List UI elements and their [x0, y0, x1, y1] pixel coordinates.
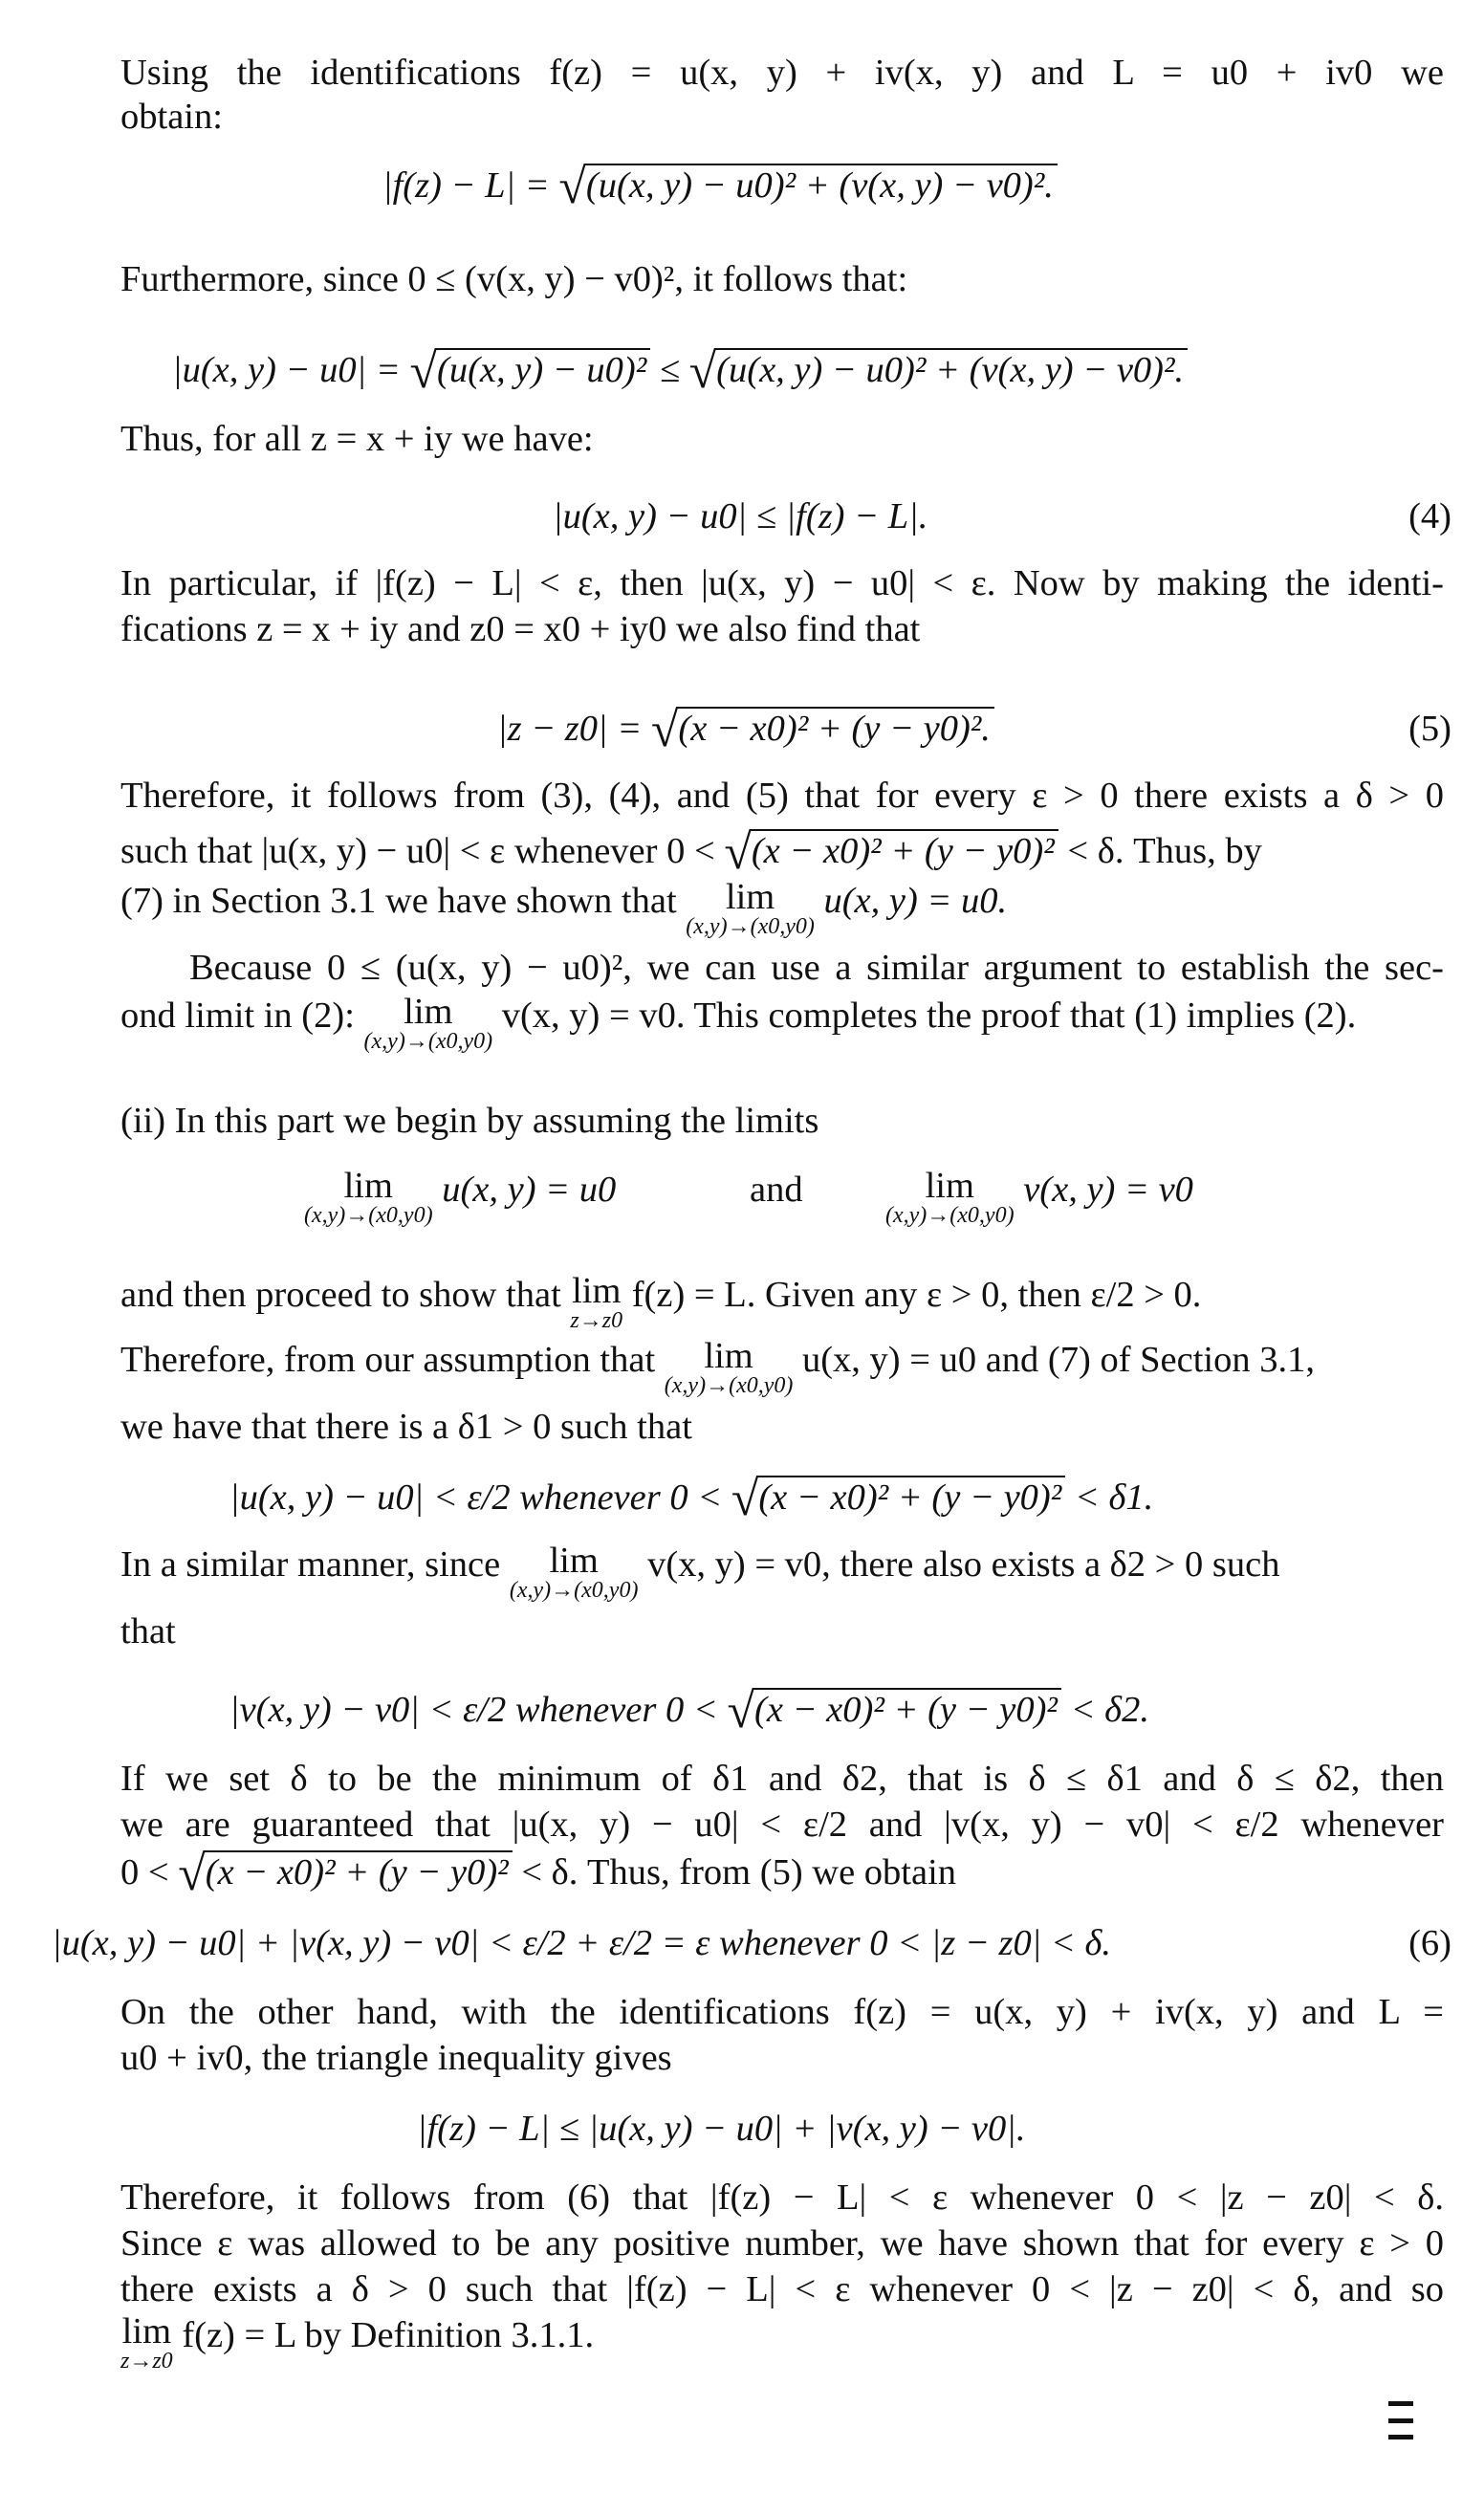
equation-delta2 — [229, 1684, 1149, 1739]
text-run: ond limit in (2): — [120, 995, 364, 1036]
lim-word: lim — [121, 2311, 172, 2352]
limit-operator — [120, 2312, 173, 2372]
paragraph-line: there exists a δ > 0 such that |f(z) − L| < ε whenever 0 < |z − z0| < δ, and so — [120, 2269, 1444, 2309]
lim-word: lim — [404, 992, 453, 1032]
end-mark-bar — [1388, 2435, 1413, 2439]
lim-word: lim — [704, 1336, 753, 1376]
lim-subscript: (x,y)→(x0,y0) — [363, 1029, 493, 1054]
lim-word: lim — [343, 1166, 393, 1206]
equation-number: (6) — [1408, 1923, 1451, 1963]
paragraph-line: we are guaranteed that |u(x, y) − u0| < ε/2 and |v(x, y) − v0| < ε/2 whenever — [120, 1805, 1444, 1845]
text-run: f(z) = L. Given any ε > 0, then ε/2 > 0. — [622, 1275, 1202, 1315]
paragraph-line: that — [120, 1611, 176, 1652]
sqrt-symbol: √ — [178, 1847, 206, 1901]
equation-limits-assumed — [304, 1167, 616, 1226]
leq-symbol: ≤ — [650, 350, 689, 390]
text-run: and then proceed to show that — [120, 1275, 571, 1315]
equation-limits-assumed — [885, 1167, 1193, 1226]
lim-subscript: (x,y)→(x0,y0) — [686, 914, 815, 939]
limit-operator — [570, 1272, 622, 1331]
text-run: u(x, y) = u0. — [814, 881, 1008, 921]
limit-operator — [304, 1167, 433, 1226]
sqrt-symbol: √ — [727, 1684, 755, 1739]
text-run: |v(x, y) − v0| < ε/2 whenever 0 < — [229, 1690, 728, 1730]
equation-number: (4) — [1408, 496, 1451, 536]
text-run: (7) in Section 3.1 we have shown that — [120, 881, 687, 921]
paragraph-line: In particular, if |f(z) − L| < ε, then |u(x, y) − u0| < ε. Now by making the identi- — [120, 563, 1444, 603]
lim-word: lim — [725, 877, 775, 917]
radicand: (x − x0)² + (y − y0)² — [204, 1850, 513, 1892]
text-run: 0 < — [120, 1852, 179, 1892]
equation-triangle: |f(z) − L| ≤ |u(x, y) − u0| + |v(x, y) − v0|. — [417, 2109, 1026, 2149]
text-run: v(x, y) = v0. This completes the proof that (1) implies (2). — [492, 995, 1357, 1036]
sqrt-symbol: √ — [409, 344, 437, 399]
text-run: |u(x, y) − u0| < ε/2 whenever 0 < — [229, 1477, 731, 1518]
paragraph-line: obtain: — [120, 97, 223, 137]
text-run: < δ1. — [1065, 1477, 1154, 1518]
sqrt-symbol: √ — [731, 1472, 759, 1526]
end-mark-bar — [1388, 2401, 1413, 2406]
text-run: Therefore, from our assumption that — [120, 1340, 665, 1380]
paragraph-line — [120, 1272, 1201, 1331]
text-run: u(x, y) = u0 — [432, 1170, 617, 1210]
lim-subscript: (x,y)→(x0,y0) — [304, 1203, 433, 1228]
sqrt-symbol: √ — [650, 703, 679, 757]
paragraph-line — [120, 1847, 957, 1901]
lim-word: lim — [572, 1271, 622, 1311]
equation-f-minus-l — [382, 160, 1058, 214]
sqrt-symbol: √ — [558, 160, 586, 214]
radicand: (x − x0)² + (y − y0)². — [676, 707, 994, 749]
text-run: < δ. Thus, from (5) we obtain — [512, 1852, 957, 1892]
radicand: (x − x0)² + (y − y0)² — [750, 829, 1058, 871]
paragraph-line: Furthermore, since 0 ≤ (v(x, y) − v0)², it follows that: — [120, 259, 908, 299]
paragraph-line — [120, 1337, 1315, 1396]
lim-subscript: (x,y)→(x0,y0) — [885, 1203, 1015, 1228]
paragraph-line: Because 0 ≤ (u(x, y) − u0)², we can use a similar argument to establish the sec- — [189, 948, 1444, 988]
text-run: such that |u(x, y) − u0| < ε whenever 0 < — [120, 831, 725, 871]
radicand: (u(x, y) − u0)² + (v(x, y) − v0)². — [714, 348, 1188, 390]
equation-5 — [497, 703, 994, 757]
equation-number: (5) — [1408, 709, 1451, 749]
paragraph-line: Therefore, it follows from (3), (4), and (5) that for every ε > 0 there exists a δ > 0 — [120, 776, 1444, 816]
radicand: (x − x0)² + (y − y0)² — [756, 1476, 1065, 1518]
equation-4: |u(x, y) − u0| ≤ |f(z) − L|. — [553, 496, 928, 536]
limit-operator — [510, 1542, 639, 1601]
lim-subscript: z→z0 — [120, 2349, 173, 2374]
paragraph-line: Therefore, it follows from (6) that |f(z) − L| < ε whenever 0 < |z − z0| < δ. — [120, 2177, 1444, 2218]
paragraph-line: we have that there is a δ1 > 0 such that — [120, 1407, 692, 1447]
text-run: < δ2. — [1060, 1690, 1149, 1730]
text-run: v(x, y) = v0 — [1014, 1170, 1193, 1210]
text-run: < δ. Thus, by — [1058, 831, 1262, 871]
end-of-proof-icon — [1388, 2401, 1413, 2439]
equation-6: |u(x, y) − u0| + |v(x, y) − v0| < ε/2 + ε/2 = ε whenever 0 < |z − z0| < δ. — [52, 1923, 1112, 1963]
equation-u-bound — [172, 344, 1188, 399]
paragraph-line: Thus, for all z = x + iy we have: — [120, 419, 594, 459]
limit-operator — [885, 1167, 1015, 1226]
sqrt-symbol: √ — [724, 825, 752, 880]
equation-lhs: |z − z0| = — [497, 709, 651, 749]
paragraph-line: Since ε was allowed to be any positive number, we have shown that for every ε > 0 — [120, 2223, 1444, 2264]
and-word: and — [750, 1170, 803, 1210]
lim-subscript: (x,y)→(x0,y0) — [509, 1578, 639, 1603]
equation-lhs: |u(x, y) − u0| = — [172, 350, 410, 390]
text-run: f(z) = L by Definition 3.1.1. — [172, 2315, 595, 2355]
limit-operator — [686, 878, 815, 937]
paragraph-line — [120, 993, 1356, 1052]
paragraph-line: On the other hand, with the identifications f(z) = u(x, y) + iv(x, y) and L = — [120, 1992, 1444, 2032]
equation-delta1 — [229, 1472, 1154, 1526]
paragraph-line: (ii) In this part we begin by assuming the limits — [120, 1101, 819, 1141]
lim-word: lim — [925, 1166, 974, 1206]
end-mark-bar — [1388, 2418, 1413, 2423]
sqrt-symbol: √ — [688, 344, 717, 399]
lim-subscript: z→z0 — [570, 1308, 623, 1333]
paragraph-line — [120, 1542, 1279, 1601]
paragraph-line — [120, 825, 1262, 880]
equation-lhs: |f(z) − L| = — [382, 165, 559, 206]
lim-subscript: (x,y)→(x0,y0) — [664, 1373, 794, 1398]
limit-operator — [364, 993, 493, 1052]
limit-operator — [665, 1337, 794, 1396]
paragraph-line: Using the identifications f(z) = u(x, y) + iv(x, y) and L = u0 + iv0 we — [120, 53, 1444, 93]
paragraph-line: fications z = x + iy and z0 = x0 + iy0 we also find that — [120, 609, 921, 649]
lim-word: lim — [549, 1541, 599, 1581]
radicand: (x − x0)² + (y − y0)² — [753, 1688, 1061, 1730]
text-run: u(x, y) = u0 and (7) of Section 3.1, — [793, 1340, 1315, 1380]
paragraph-line: u0 + iv0, the triangle inequality gives — [120, 2038, 672, 2078]
paragraph-line — [120, 878, 1007, 937]
text-run: In a similar manner, since — [120, 1544, 510, 1585]
radicand: (u(x, y) − u0)² + (v(x, y) − v0)². — [584, 164, 1058, 206]
radicand: (u(x, y) − u0)² — [435, 348, 650, 390]
paragraph-line: If we set δ to be the minimum of δ1 and δ2, that is δ ≤ δ1 and δ ≤ δ2, then — [120, 1759, 1444, 1799]
text-run: v(x, y) = v0, there also exists a δ2 > 0 such — [638, 1544, 1280, 1585]
paragraph-line — [120, 2312, 594, 2372]
